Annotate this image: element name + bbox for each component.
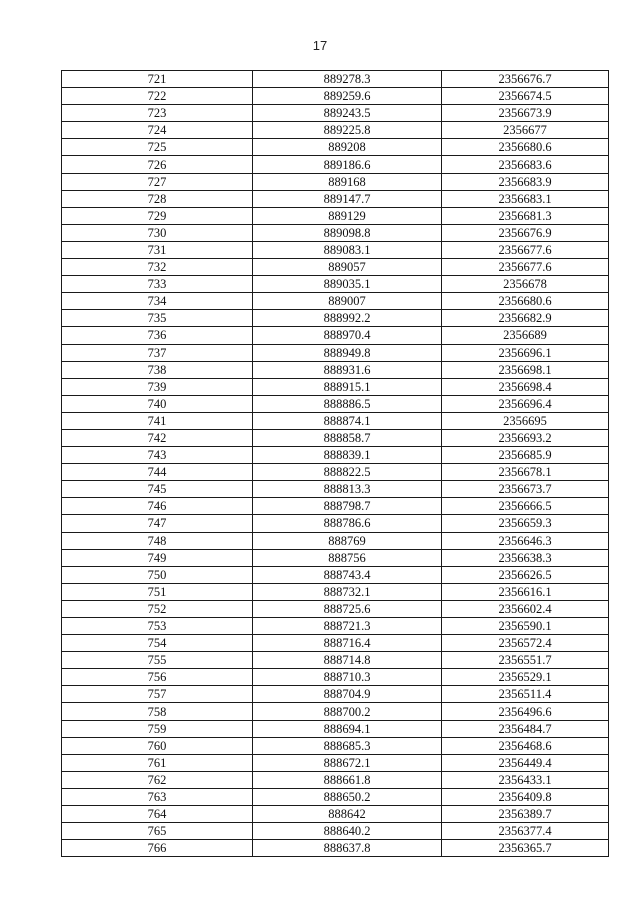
- x-coordinate-cell: 888704.9: [253, 686, 442, 703]
- point-number-cell: 738: [62, 361, 253, 378]
- x-coordinate-cell: 888813.3: [253, 481, 442, 498]
- point-number-cell: 734: [62, 293, 253, 310]
- table-row: [62, 190, 609, 207]
- table-row: [62, 139, 609, 156]
- x-coordinate-cell: 888886.5: [253, 395, 442, 412]
- x-coordinate-cell: 888661.8: [253, 771, 442, 788]
- x-coordinate-cell: 888640.2: [253, 823, 442, 840]
- y-coordinate-cell: 2356638.3: [442, 549, 609, 566]
- point-number-cell: 741: [62, 412, 253, 429]
- x-coordinate-cell: 888732.1: [253, 583, 442, 600]
- table-row: [62, 532, 609, 549]
- table-row: [62, 310, 609, 327]
- point-number-cell: 732: [62, 259, 253, 276]
- y-coordinate-cell: 2356389.7: [442, 806, 609, 823]
- table-row: [62, 378, 609, 395]
- table-row: [62, 549, 609, 566]
- point-number-cell: 764: [62, 806, 253, 823]
- x-coordinate-cell: 888721.3: [253, 618, 442, 635]
- x-coordinate-cell: 888858.7: [253, 429, 442, 446]
- point-number-cell: 721: [62, 71, 253, 88]
- y-coordinate-cell: 2356680.6: [442, 293, 609, 310]
- x-coordinate-cell: 889083.1: [253, 241, 442, 258]
- y-coordinate-cell: 2356683.9: [442, 173, 609, 190]
- point-number-cell: 737: [62, 344, 253, 361]
- point-number-cell: 752: [62, 600, 253, 617]
- point-number-cell: 724: [62, 122, 253, 139]
- y-coordinate-cell: 2356696.1: [442, 344, 609, 361]
- table-row: [62, 105, 609, 122]
- table-row: [62, 583, 609, 600]
- y-coordinate-cell: 2356680.6: [442, 139, 609, 156]
- point-number-cell: 739: [62, 378, 253, 395]
- x-coordinate-cell: 889278.3: [253, 71, 442, 88]
- x-coordinate-cell: 888694.1: [253, 720, 442, 737]
- table-row: [62, 447, 609, 464]
- y-coordinate-cell: 2356682.9: [442, 310, 609, 327]
- table-row: [62, 788, 609, 805]
- point-number-cell: 761: [62, 754, 253, 771]
- table-row: [62, 703, 609, 720]
- x-coordinate-cell: 888931.6: [253, 361, 442, 378]
- point-number-cell: 760: [62, 737, 253, 754]
- table-row: [62, 823, 609, 840]
- table-row: [62, 771, 609, 788]
- table-row: [62, 515, 609, 532]
- y-coordinate-cell: 2356590.1: [442, 618, 609, 635]
- y-coordinate-cell: 2356616.1: [442, 583, 609, 600]
- table-row: [62, 686, 609, 703]
- table-row: [62, 156, 609, 173]
- table-row: [62, 618, 609, 635]
- y-coordinate-cell: 2356646.3: [442, 532, 609, 549]
- y-coordinate-cell: 2356677.6: [442, 259, 609, 276]
- point-number-cell: 754: [62, 635, 253, 652]
- point-number-cell: 747: [62, 515, 253, 532]
- point-number-cell: 762: [62, 771, 253, 788]
- point-number-cell: 744: [62, 464, 253, 481]
- x-coordinate-cell: 888714.8: [253, 652, 442, 669]
- y-coordinate-cell: 2356689: [442, 327, 609, 344]
- x-coordinate-cell: 888642: [253, 806, 442, 823]
- table-row: [62, 429, 609, 446]
- point-number-cell: 753: [62, 618, 253, 635]
- point-number-cell: 757: [62, 686, 253, 703]
- y-coordinate-cell: 2356433.1: [442, 771, 609, 788]
- x-coordinate-cell: 889098.8: [253, 224, 442, 241]
- table-row: [62, 293, 609, 310]
- y-coordinate-cell: 2356693.2: [442, 429, 609, 446]
- point-number-cell: 740: [62, 395, 253, 412]
- x-coordinate-cell: 888915.1: [253, 378, 442, 395]
- y-coordinate-cell: 2356666.5: [442, 498, 609, 515]
- y-coordinate-cell: 2356695: [442, 412, 609, 429]
- y-coordinate-cell: 2356677: [442, 122, 609, 139]
- y-coordinate-cell: 2356677.6: [442, 241, 609, 258]
- table-row: [62, 566, 609, 583]
- point-number-cell: 755: [62, 652, 253, 669]
- y-coordinate-cell: 2356683.6: [442, 156, 609, 173]
- y-coordinate-cell: 2356673.7: [442, 481, 609, 498]
- y-coordinate-cell: 2356602.4: [442, 600, 609, 617]
- y-coordinate-cell: 2356676.7: [442, 71, 609, 88]
- x-coordinate-cell: 889057: [253, 259, 442, 276]
- y-coordinate-cell: 2356484.7: [442, 720, 609, 737]
- y-coordinate-cell: 2356696.4: [442, 395, 609, 412]
- x-coordinate-cell: 888756: [253, 549, 442, 566]
- table-row: [62, 122, 609, 139]
- x-coordinate-cell: 888650.2: [253, 788, 442, 805]
- table-row: [62, 464, 609, 481]
- point-number-cell: 749: [62, 549, 253, 566]
- point-number-cell: 728: [62, 190, 253, 207]
- x-coordinate-cell: 888786.6: [253, 515, 442, 532]
- x-coordinate-cell: 889225.8: [253, 122, 442, 139]
- point-number-cell: 756: [62, 669, 253, 686]
- x-coordinate-cell: 888672.1: [253, 754, 442, 771]
- x-coordinate-cell: 889168: [253, 173, 442, 190]
- table-row: [62, 276, 609, 293]
- y-coordinate-cell: 2356678.1: [442, 464, 609, 481]
- point-number-cell: 731: [62, 241, 253, 258]
- x-coordinate-cell: 888874.1: [253, 412, 442, 429]
- y-coordinate-cell: 2356511.4: [442, 686, 609, 703]
- table-row: [62, 241, 609, 258]
- x-coordinate-cell: 888685.3: [253, 737, 442, 754]
- page-number: 17: [312, 38, 328, 53]
- point-number-cell: 765: [62, 823, 253, 840]
- table-row: [62, 737, 609, 754]
- point-number-cell: 743: [62, 447, 253, 464]
- y-coordinate-cell: 2356551.7: [442, 652, 609, 669]
- point-number-cell: 759: [62, 720, 253, 737]
- x-coordinate-cell: 888700.2: [253, 703, 442, 720]
- y-coordinate-cell: 2356365.7: [442, 840, 609, 857]
- point-number-cell: 722: [62, 88, 253, 105]
- y-coordinate-cell: 2356529.1: [442, 669, 609, 686]
- point-number-cell: 733: [62, 276, 253, 293]
- table-row: [62, 224, 609, 241]
- table-row: [62, 635, 609, 652]
- table-row: [62, 207, 609, 224]
- x-coordinate-cell: 888743.4: [253, 566, 442, 583]
- y-coordinate-cell: 2356572.4: [442, 635, 609, 652]
- point-number-cell: 758: [62, 703, 253, 720]
- x-coordinate-cell: 888798.7: [253, 498, 442, 515]
- x-coordinate-cell: 889035.1: [253, 276, 442, 293]
- x-coordinate-cell: 889129: [253, 207, 442, 224]
- y-coordinate-cell: 2356468.6: [442, 737, 609, 754]
- x-coordinate-cell: 888725.6: [253, 600, 442, 617]
- table-row: [62, 652, 609, 669]
- x-coordinate-cell: 888769: [253, 532, 442, 549]
- table-row: [62, 806, 609, 823]
- table-row: [62, 327, 609, 344]
- x-coordinate-cell: 888710.3: [253, 669, 442, 686]
- point-number-cell: 726: [62, 156, 253, 173]
- x-coordinate-cell: 889259.6: [253, 88, 442, 105]
- table-row: [62, 412, 609, 429]
- x-coordinate-cell: 889007: [253, 293, 442, 310]
- table-row: [62, 669, 609, 686]
- x-coordinate-cell: 888637.8: [253, 840, 442, 857]
- y-coordinate-cell: 2356673.9: [442, 105, 609, 122]
- x-coordinate-cell: 888716.4: [253, 635, 442, 652]
- x-coordinate-cell: 888822.5: [253, 464, 442, 481]
- y-coordinate-cell: 2356698.4: [442, 378, 609, 395]
- x-coordinate-cell: 888970.4: [253, 327, 442, 344]
- coordinates-table-body: [62, 71, 609, 857]
- y-coordinate-cell: 2356496.6: [442, 703, 609, 720]
- y-coordinate-cell: 2356681.3: [442, 207, 609, 224]
- x-coordinate-cell: 889186.6: [253, 156, 442, 173]
- y-coordinate-cell: 2356685.9: [442, 447, 609, 464]
- y-coordinate-cell: 2356659.3: [442, 515, 609, 532]
- x-coordinate-cell: 888992.2: [253, 310, 442, 327]
- y-coordinate-cell: 2356676.9: [442, 224, 609, 241]
- point-number-cell: 742: [62, 429, 253, 446]
- table-row: [62, 88, 609, 105]
- point-number-cell: 746: [62, 498, 253, 515]
- table-row: [62, 720, 609, 737]
- point-number-cell: 727: [62, 173, 253, 190]
- table-row: [62, 344, 609, 361]
- table-row: [62, 173, 609, 190]
- y-coordinate-cell: 2356698.1: [442, 361, 609, 378]
- point-number-cell: 748: [62, 532, 253, 549]
- point-number-cell: 725: [62, 139, 253, 156]
- x-coordinate-cell: 888949.8: [253, 344, 442, 361]
- table-row: [62, 259, 609, 276]
- y-coordinate-cell: 2356409.8: [442, 788, 609, 805]
- table-row: [62, 71, 609, 88]
- point-number-cell: 750: [62, 566, 253, 583]
- point-number-cell: 735: [62, 310, 253, 327]
- y-coordinate-cell: 2356683.1: [442, 190, 609, 207]
- x-coordinate-cell: 889243.5: [253, 105, 442, 122]
- point-number-cell: 751: [62, 583, 253, 600]
- y-coordinate-cell: 2356626.5: [442, 566, 609, 583]
- x-coordinate-cell: 888839.1: [253, 447, 442, 464]
- y-coordinate-cell: 2356377.4: [442, 823, 609, 840]
- point-number-cell: 766: [62, 840, 253, 857]
- table-row: [62, 754, 609, 771]
- table-row: [62, 840, 609, 857]
- table-row: [62, 498, 609, 515]
- x-coordinate-cell: 889208: [253, 139, 442, 156]
- table-row: [62, 600, 609, 617]
- point-number-cell: 763: [62, 788, 253, 805]
- point-number-cell: 730: [62, 224, 253, 241]
- y-coordinate-cell: 2356449.4: [442, 754, 609, 771]
- point-number-cell: 736: [62, 327, 253, 344]
- x-coordinate-cell: 889147.7: [253, 190, 442, 207]
- coordinates-table: [61, 70, 609, 857]
- point-number-cell: 745: [62, 481, 253, 498]
- point-number-cell: 729: [62, 207, 253, 224]
- table-row: [62, 481, 609, 498]
- point-number-cell: 723: [62, 105, 253, 122]
- y-coordinate-cell: 2356674.5: [442, 88, 609, 105]
- y-coordinate-cell: 2356678: [442, 276, 609, 293]
- table-row: [62, 361, 609, 378]
- table-row: [62, 395, 609, 412]
